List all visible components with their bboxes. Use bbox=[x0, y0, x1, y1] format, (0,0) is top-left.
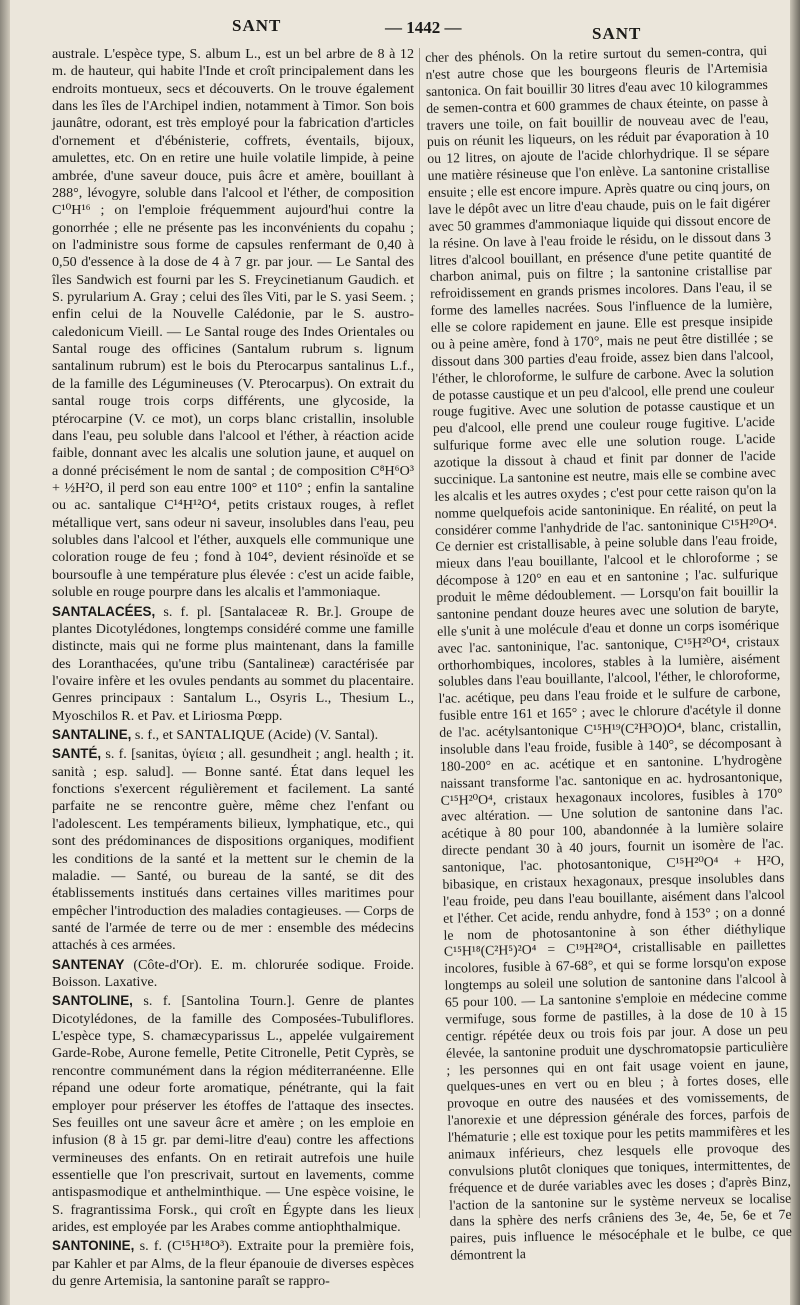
entry-sante: SANTÉ, s. f. [sanitas, ὑγίεια ; all. gesundheit ; angl. health ; it. sanità ; esp. salud]. — Bonne santé. État dans lequel les fonctions s'exercent régulièrement et facilement. La santé parfaite ne se rencontre guère, même chez l'enfant ou l'adolescent. Les tempéraments bilieux, lymphatique, etc., qui sont des prédominances de dispositions organiques, modifient les conditions de la santé et la mettent sur le chemin de la maladie. — Santé, ou bureau de la santé, se dit des établissements institués dans certaines villes maritimes pour empêcher l'introduction des maladies contagieuses. — Corps de santé de l'armée de terre ou de mer : ensemble des médecins attachés à ces armées. bbox=[52, 746, 414, 954]
left-column bbox=[52, 46, 414, 1291]
entry-santonine-continuation: cher des phénols. On la retire surtout du semen-contra, qui n'est autre chose que les bourgeons fleuris de l'Artemisia santonica. On fait bouillir 30 litres d'eau avec 10 kilogrammes de semen-contra et 600 grammes de chaux éteinte, on passe à travers une toile, on fait bouillir de nouveau avec de l'eau, puis on réunit les liqueurs, on les réduit par évaporation à 10 ou 12 litres, on ajoute de l'acide chlorhydrique. Il se sépare une matière résineuse que l'on enlève. La santonine cristallise ensuite ; elle est encore impure. Après quatre ou cinq jours, on lave le dépôt avec un litre d'eau chaude, puis on le fait digérer avec 50 grammes d'ammoniaque liquide qui dissout encore de la résine. On lave à l'eau froide le résidu, on le dissout dans 3 litres d'alcool bouillant, en présence d'une petite quantité de charbon animal, puis on filtre ; la santonine cristallise par refroidissement en grands prismes incolores. Dans l'eau, il se forme des lamelles nacrées. Sous l'influence de la lumière, elle se colore rapidement en jaune. Elle est presque insipide ou à peine amère, fond à 170°, mais ne peut être distillée ; se dissout dans 300 parties d'eau froide, assez bien dans l'alcool, l'éther, le chloroforme, le sulfure de carbone. Avec la solution de potasse caustique et un peu d'alcool, elle prend une couleur rouge fugitive. Avec une solution de potasse caustique et un peu d'alcool, elle prend une couleur rouge fugitive. L'acide sulfurique forme avec elle une solution rouge. L'acide azotique la dissout à chaud et finit par donner de l'acide succinique. La santonine est neutre, mais elle se combine avec les alcalis et les autres oxydes ; c'est pour cette raison qu'on la nomme quelquefois acide santoninique. En réalité, on peut la considérer comme l'anhydride de l'ac. santoninique C¹⁵H²⁰O⁴. Ce dernier est cristallisable, à peine soluble dans l'eau froide, mieux dans l'eau bouillante, l'alcool et le chloroforme ; se décompose à 120° en eau et en santonine ; l'ac. sulfurique produit le même dédoublement. — Lorsqu'on fait bouillir la santonine pendant douze heures avec une solution de baryte, elle s'unit à une molécule d'eau et donne un corps isomérique avec l'ac. santoninique, l'ac. santonique, C¹⁵H²⁰O⁴, cristaux orthorhombiques, incolores, stables à la lumière, aisément solubles dans l'eau bouillante, l'alcool, l'éther, le chloroforme, l'ac. acétique, peu dans l'eau froide et le sulfure de carbone, fusible entre 161 et 165° ; avec le chlorure d'acétyle il donne de l'ac. acétylsantonique C¹⁵H¹⁹(C²H³O)O⁴, blanc, cristallin, insoluble dans l'eau froide, fusible à 140°, se décomposant à 180-200° en ac. acétique et en santonine. L'hydrogène naissant transforme l'ac. santonique en ac. hydrosantonique, C¹⁵H²⁰O⁴, cristaux hexagonaux incolores, fusibles à 170° avec altération. — Une solution de santonine dans l'ac. acétique à 80 pour 100, abandonnée à la lumière solaire directe pendant 30 à 40 jours, fournit un isomère de l'ac. santonique, l'ac. photosantonique, C¹⁵H²⁰O⁴ + H²O, bibasique, en cristaux hexagonaux, presque insolubles dans l'eau froide, peu dans l'eau bouillante, aisément dans l'alcool et l'éther. Cet acide, rendu anhydre, fond à 153° ; on a donné le nom de photosantonine à son éther diéthylique C¹⁵H¹⁸(C²H⁵)²O⁴ = C¹⁹H²⁸O⁴, cristallisable en paillettes incolores, fusible à 67-68°, et qui se forme lorsqu'on expose longtemps au soleil une solution de santonine dans l'alcool à 65 pour 100. — La santonine s'emploie en médecine comme vermifuge, sous forme de pastilles, à la dose de 10 à 15 centigr. répétée deux ou trois fois par jour. A dose un peu élevée, la santonine produit une dyschromatopsie particulière ; les personnes qui en ont fait usage voient en jaune, quelques-unes en vert ou en bleu ; à fortes doses, elle provoque en outre des nausées et des vomissements, de l'anorexie et une dépression générale des forces, parfois de l'hématurie ; elle est toxique pour les petits mammifères et les animaux inférieurs, chez lesquels elle provoque des convulsions plutôt cloniques que toniques, intermittentes, de fréquence et de durée variables avec les doses ; d'après Binz, l'action de la santonine sur le système nerveux se localise dans la sphère des nerfs crâniens des 3e, 4e, 5e, 6e et 7e paires, puis influence le mésocéphale et le bulbe, ce que démontrent la bbox=[425, 42, 792, 1263]
entry-headword: SANTALINE, bbox=[52, 727, 132, 743]
entry-headword: SANTONINE, bbox=[52, 1238, 135, 1254]
running-headword-right: SANT bbox=[592, 24, 642, 43]
entry-headword: SANTALACÉES, bbox=[52, 603, 156, 619]
entry-santenay: SANTENAY (Côte-d'Or). E. m. chlorurée sodique. Froide. Boisson. Laxative. bbox=[52, 956, 414, 991]
page-header bbox=[0, 10, 800, 43]
entry-santaline: SANTALINE, s. f., et SANTALIQUE (Acide) (V. Santal). bbox=[52, 727, 379, 744]
page-right-edge-shadow bbox=[790, 0, 800, 1305]
column-divider bbox=[419, 48, 420, 1218]
running-headword-left: SANT bbox=[232, 16, 282, 35]
entry-headword: SANTENAY bbox=[52, 956, 125, 972]
entry-santal-continuation: australe. L'espèce type, S. album L., est un bel arbre de 8 à 12 m. de hauteur, qui habite l'Inde et croît principalement dans les endroits montueux, secs et découverts. On le trouve également dans les îles de l'Archipel indien, notamment à Timor. Son bois jaunâtre, odorant, est très employé pour la fabrication d'articles d'ornement et d'ébénisterie, coffrets, éventails, bijoux, amulettes, etc. On en retire une huile volatile limpide, à peine ambrée, d'une saveur douce, puis âcre et amère, bouillant à 288°, lévogyre, soluble dans l'alcool et l'éther, de composition C¹⁰H¹⁶ ; on l'emploie fréquemment aujourd'hui contre la gonorrhée ; elle ne présente pas les inconvénients du copahu ; on l'administre sous forme de capsules renfermant de 0,40 à 0,50 d'essence à la dose de 4 à 7 gr. par jour. — Le Santal des îles Sandwich est fourni par les S. Freycinetianum Gaudich. et S. pyrularium A. Gray ; celui des îles Viti, par le S. yasi Seem. ; enfin celui de la Nouvelle Calédonie, par le S. austro-caledonicum Vieill. — Le Santal rouge des Indes Orientales ou Santal rouge des officines (Santalum rubrum s. lignum santalinum rubrum) est le bois du Pterocarpus santalinus L.f., de la famille des Légumineuses (V. Pterocarpus). On extrait du santal rouge trois corps différents, une glycoside, la ptérocarpine (V. ce mot), un corps blanc cristallin, insoluble dans l'eau, peu soluble dans l'alcool et l'éther, à réaction acide faible, donnant avec les alcalis une solution jaune, et auquel on a donné précisément le nom de santal ; de composition C⁸H⁶O³ + ½H²O, il perd son eau entre 100° et 110° ; enfin la santaline ou ac. santalique C¹⁴H¹²O⁴, petits cristaux rouges, à reflet métallique vert, sans odeur ni saveur, insolubles dans l'eau, peu solubles dans l'alcool et l'éther, auxquels elle communique une coloration rouge de feu ; fond à 104°, devient résinoïde et se boursoufle à une température plus élevée : c'est un acide faible, soluble en rouge pourpre dans les alcalis et l'ammoniaque. bbox=[52, 46, 414, 601]
right-column bbox=[425, 43, 792, 1265]
entry-santalacees: SANTALACÉES, s. f. pl. [Santalaceæ R. Br.]. Groupe de plantes Dicotylédones, longtemps considéré comme une famille distincte, mais qui ne forme plus maintenant, dans la famille des Loranthacées, qu'une tribu (Santalineæ) caractérisée par l'ovaire infère et les ovules pendants au sommet du placentaire. Genres principaux : Santalum L., Osyris L., Thesium L., Myoschilos R. et Pav. et Liriosma Pœpp. bbox=[52, 603, 414, 724]
entry-santoline: SANTOLINE, s. f. [Santolina Tourn.]. Genre de plantes Dicotylédones, de la famille des Composées-Tubuliflores. L'espèce type, S. chamæcyparissus L., appelée vulgairement Garde-Robe, Aurone femelle, Petite Citronelle, Petit Cyprès, se rencontre communément dans la région méditerranéenne. Elle répand une odeur forte aromatique, pénétrante, qui la fait employer pour préserver les étoffes de l'attaque des insectes. Ses feuilles ont une saveur âcre et amère ; on les emploie en infusion (8 à 15 gr. par demi-litre d'eau) contre les affections vermineuses des enfants. On en retirait autrefois une huile essentielle que l'on prescrivait, surtout en lavements, comme antispasmodique et anthelminthique. — Une espèce voisine, le S. fragrantissima Forsk., qui croît en Égypte dans les lieux arides, est employée par les Arabes comme antiophthalmique. bbox=[52, 993, 414, 1236]
page-left-edge-shadow bbox=[0, 0, 10, 1305]
entry-santonine: SANTONINE, s. f. (C¹⁵H¹⁸O³). Extraite pour la première fois, par Kahler et par Alms, de la fleur épanouie de diverses espèces du genre Artemisia, la santonine paraît se rappro- bbox=[52, 1238, 414, 1290]
entry-headword: SANTÉ, bbox=[52, 746, 102, 762]
page-number: — 1442 — bbox=[385, 18, 462, 37]
entry-headword: SANTOLINE, bbox=[52, 993, 133, 1009]
